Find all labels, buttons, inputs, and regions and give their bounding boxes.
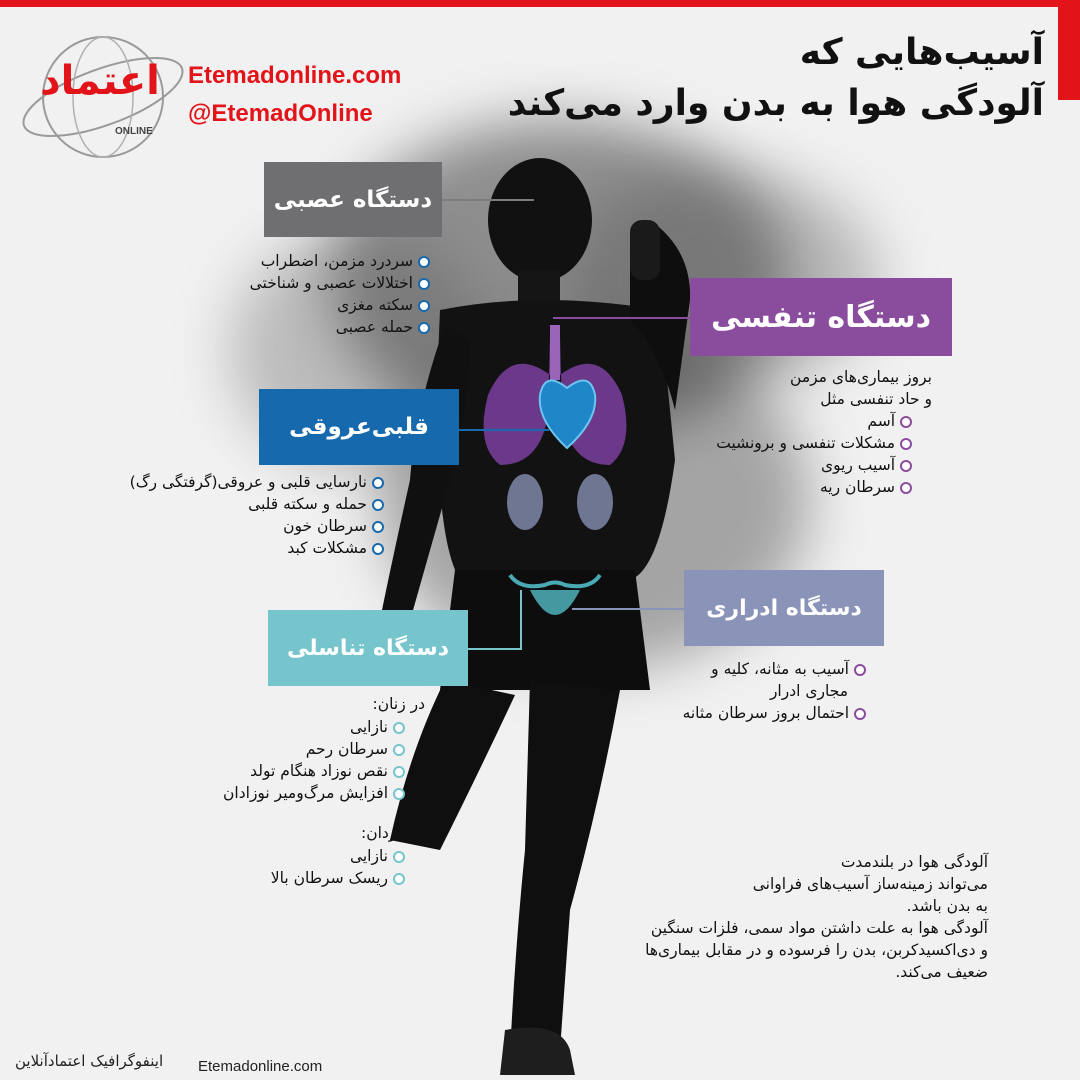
urinary-list xyxy=(660,658,866,724)
heart-icon xyxy=(535,370,600,450)
respiratory-intro xyxy=(700,366,932,410)
urinary-system-box xyxy=(684,570,884,646)
nervous-system-title: دستگاه عصبی xyxy=(273,186,433,213)
urinary-system-title: دستگاه ادراری xyxy=(706,595,862,621)
respiratory-intro-line-1: بروز بیماری‌های مزمن xyxy=(790,368,932,386)
list-item: سردرد مزمن، اضطراب xyxy=(190,250,430,272)
cardiovascular-system-box xyxy=(259,389,459,465)
list-item: آسیب به مثانه، کلیه و xyxy=(660,658,866,680)
corner-accent-bar xyxy=(1058,0,1080,100)
note-line: ضعیف می‌کند. xyxy=(895,963,988,981)
cardio-connector xyxy=(459,429,549,431)
summary-note xyxy=(600,851,988,983)
list-item: حمله و سکته قلبی xyxy=(110,493,384,515)
list-item: ریسک سرطان بالا xyxy=(245,867,405,889)
respiratory-connector xyxy=(553,317,690,319)
reproductive-connector-v xyxy=(520,590,522,650)
urinary-connector xyxy=(572,608,684,610)
logo-subtext: ONLINE xyxy=(115,126,153,137)
title-line-2: آلودگی هوا به بدن وارد می‌کند xyxy=(507,83,1044,124)
respiratory-list xyxy=(690,410,912,498)
respiratory-system-title: دستگاه تنفسی xyxy=(711,299,931,335)
list-item: آسیب ریوی xyxy=(690,454,912,476)
kidney-icon xyxy=(500,470,620,540)
list-item: مشکلات کبد xyxy=(110,537,384,559)
women-label: در زنان: xyxy=(372,695,425,713)
nervous-connector xyxy=(442,199,534,201)
list-item: سرطان خون xyxy=(110,515,384,537)
list-item: سرطان ریه xyxy=(690,476,912,498)
list-item: آسم xyxy=(690,410,912,432)
list-item: نازایی xyxy=(205,716,405,738)
note-line: به بدن باشد. xyxy=(906,897,988,915)
men-list xyxy=(245,845,405,889)
list-item: افزایش مرگ‌ومیر نوزادان xyxy=(205,782,405,804)
note-line: و دی‌اکسیدکربن، بدن را فرسوده و در مقابل بیماری‌ها xyxy=(645,941,988,959)
page-title xyxy=(508,28,1044,130)
list-item: احتمال بروز سرطان مثانه xyxy=(660,702,866,724)
list-item-continuation: مجاری ادرار xyxy=(769,682,848,700)
footer-credit: اینفوگرافیک اعتمادآنلاین xyxy=(15,1052,164,1070)
title-line-1: آسیب‌هایی که xyxy=(799,32,1044,73)
nervous-list xyxy=(190,250,430,338)
list-item: حمله عصبی xyxy=(190,316,430,338)
men-label: در مردان: xyxy=(361,824,425,842)
respiratory-system-box xyxy=(690,278,952,356)
reproductive-connector-h xyxy=(468,648,522,650)
brand-website-link[interactable]: Etemadonline.com xyxy=(188,62,402,89)
women-list xyxy=(205,716,405,804)
list-item: مشکلات تنفسی و برونشیت xyxy=(690,432,912,454)
reproductive-system-title: دستگاه تناسلی xyxy=(287,635,449,661)
note-line: آلودگی هوا به علت داشتن مواد سمی، فلزات سنگین xyxy=(650,919,988,937)
list-item: نارسایی قلبی و عروقی(گرفتگی رگ) xyxy=(110,471,384,493)
respiratory-intro-line-2: و حاد تنفسی مثل xyxy=(820,390,932,408)
list-item: اختلالات عصبی و شناختی xyxy=(190,272,430,294)
bladder-icon xyxy=(500,565,610,630)
cardiovascular-system-title: قلبی‌عروقی xyxy=(289,414,429,440)
list-item: نازایی xyxy=(245,845,405,867)
brand-handle-link[interactable]: @EtemadOnline xyxy=(188,100,373,127)
note-line: آلودگی هوا در بلندمدت xyxy=(840,853,988,871)
logo-wordmark: اعتماد xyxy=(40,58,160,104)
note-line: می‌تواند زمینه‌ساز آسیب‌های فراوانی xyxy=(752,875,988,893)
list-item: نقص نوزاد هنگام تولد xyxy=(205,760,405,782)
list-item: سرطان رحم xyxy=(205,738,405,760)
top-accent-bar xyxy=(0,0,1080,7)
reproductive-system-box xyxy=(268,610,468,686)
footer-website-link[interactable]: Etemadonline.com xyxy=(198,1058,323,1075)
cardio-list xyxy=(110,471,384,559)
nervous-system-box xyxy=(264,162,442,237)
list-item: سکته مغزی xyxy=(190,294,430,316)
